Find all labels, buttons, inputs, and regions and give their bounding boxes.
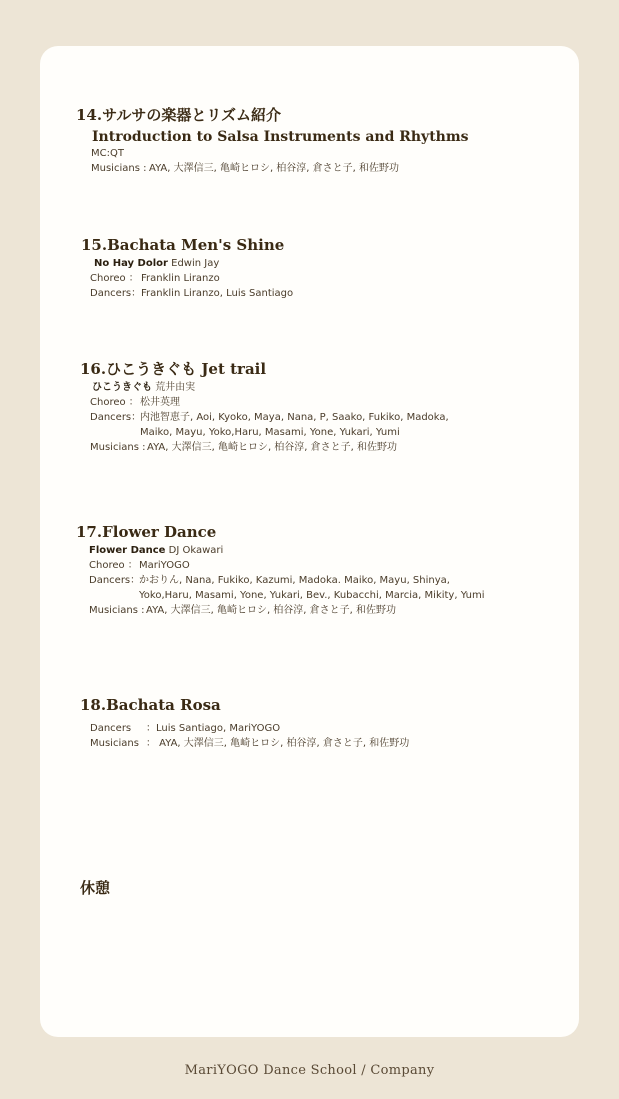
song-artist: Edwin Jay [171,258,220,269]
item-title: 17.Flower Dance [76,523,217,541]
footer-credit: MariYOGO Dance School / Company [184,1063,435,1078]
musicians-label: Musicians [90,738,139,749]
musicians-row [89,603,485,618]
item-subtitle: Introduction to Salsa Instruments and Rhythms [92,129,469,145]
program-item-17 [76,523,485,618]
dancers-row [90,410,449,440]
choreo-row [90,271,293,286]
musicians-list: AYA, 大澤信三, 亀崎ヒロシ, 柏谷淳, 倉さと子, 和佐野功 [146,605,397,616]
song-line [90,380,449,395]
musicians-row [91,161,469,176]
intermission [80,879,110,898]
intermission-title: 休憩 [80,879,111,897]
choreo-label: Choreo ： [89,560,138,571]
dancers-label: Dancers： [89,575,141,586]
program-item-15 [81,236,293,301]
song-title: ひこうきぐも [92,382,152,393]
song-title: Flower Dance [89,545,166,556]
dancers-list: Franklin Liranzo, Luis Santiago [141,288,294,299]
choreo-name: MariYOGO [139,560,190,571]
item-title: 14.サルサの楽器とリズム紹介 [76,106,282,124]
choreo-name: 松井英理 [140,397,180,408]
musicians-label: Musicians : [90,442,146,453]
choreo-row [90,395,449,410]
item-title: 15.Bachata Men's Shine [81,236,285,254]
dancers-label: Dancers： [90,412,142,423]
dancers-row [90,721,409,736]
choreo-name: Franklin Liranzo [141,273,220,284]
dancers-row [90,286,293,301]
musicians-label: Musicians : [89,605,145,616]
dancers-line-2: Yoko,Haru, Masami, Yone, Yukari, Bev., Kubacchi, Marcia, Mikity, Yumi [139,590,485,601]
dancers-label: Dancers [90,723,132,734]
choreo-row [89,558,485,573]
dancers-list [140,410,449,440]
choreo-label: Choreo ： [90,273,139,284]
item-title: 18.Bachata Rosa [80,696,221,714]
program-item-18 [80,696,409,751]
mc-line: MC:QT [91,148,124,159]
item-title: 16.ひこうきぐも Jet trail [80,360,267,378]
musicians-row [90,440,449,455]
program-item-14 [76,106,469,176]
musicians-list: ： AYA, 大澤信三, 亀崎ヒロシ, 柏谷淳, 倉さと子, 和佐野功 [146,738,410,749]
song-artist: DJ Okawari [168,545,224,556]
dancers-line-1: かおりん, Nana, Fukiko, Kazumi, Madoka. Maiko, Mayu, Shinya, [139,575,450,586]
musicians-list: AYA, 大澤信三, 亀崎ヒロシ, 柏谷淳, 倉さと子, 和佐野功 [147,442,398,453]
choreo-label: Choreo ： [90,397,139,408]
song-line [90,256,293,271]
musicians-label: Musicians : [91,163,147,174]
dancers-list: ：Luis Santiago, MariYOGO [146,723,281,734]
musicians-list: AYA, 大澤信三, 亀崎ヒロシ, 柏谷淳, 倉さと子, 和佐野功 [149,163,400,174]
song-line [89,543,485,558]
song-title: No Hay Dolor [94,258,168,269]
musicians-row [90,736,409,751]
dancers-list [139,573,485,603]
dancers-line-1: 内池智恵子, Aoi, Kyoko, Maya, Nana, P, Saako, Fukiko, Madoka, [140,412,449,423]
dancers-line-2: Maiko, Mayu, Yoko,Haru, Masami, Yone, Yukari, Yumi [140,427,400,438]
dancers-label: Dancers： [90,288,142,299]
song-artist: 荒井由実 [155,382,196,393]
program-item-16 [80,360,449,455]
dancers-row [89,573,485,603]
